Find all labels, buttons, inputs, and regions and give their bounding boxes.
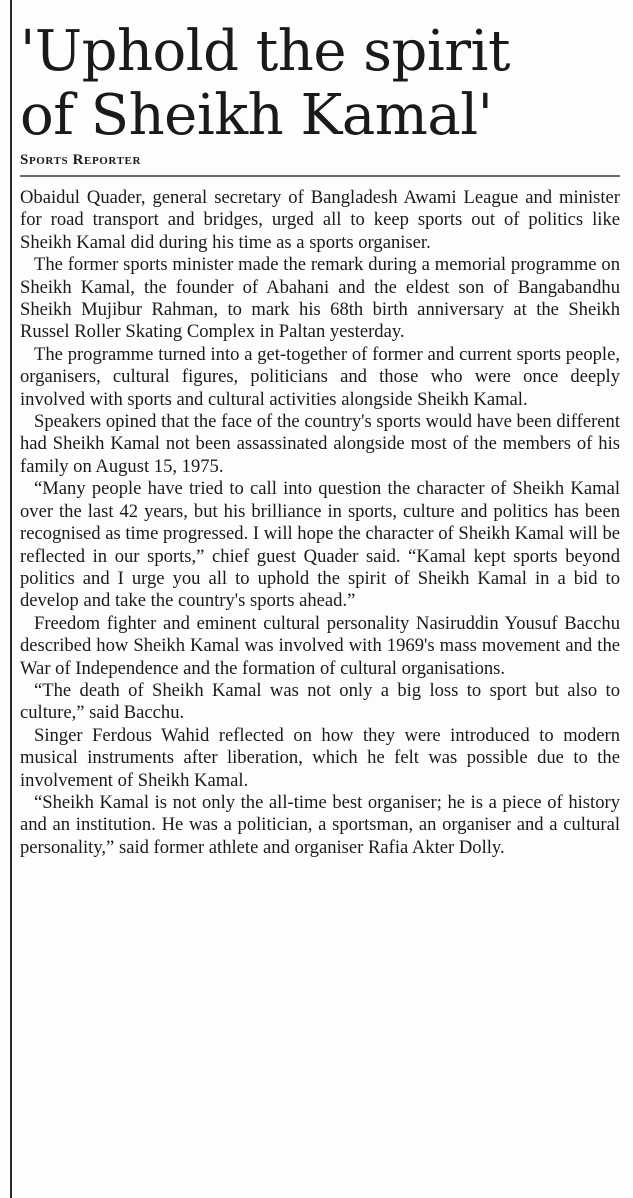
article: [20, 0, 620, 859]
article-body: [20, 187, 620, 859]
byline: Sports Reporter: [20, 152, 620, 177]
paragraph: Singer Ferdous Wahid reflected on how they were introduced to modern musical instruments after liberation, which he felt was possible due to the involvement of Sheikh Kamal.: [20, 724, 620, 791]
headline-line-1: 'Uphold the spirit: [20, 19, 510, 84]
paragraph: The former sports minister made the remark during a memorial programme on Sheikh Kamal, the founder of Abahani and the eldest son of Bangabandhu Sheikh Mujibur Rahman, to mark his 68th birth anniversary at the Sheikh Russel Roller Skating Complex in Paltan yesterday.: [20, 254, 620, 343]
paragraph: Speakers opined that the face of the country's sports would have been different had Sheikh Kamal not been assassinated alongside most of the members of his family on August 15, 1975.: [20, 411, 620, 477]
headline: [20, 0, 620, 148]
paragraph: Freedom fighter and eminent cultural personality Nasiruddin Yousuf Bacchu described how Sheikh Kamal was involved with 1969's mass movement and the War of Independence and the formation of cultural organisations.: [20, 612, 620, 679]
paragraph: Obaidul Quader, general secretary of Bangladesh Awami League and minister for road transport and bridges, urged all to keep sports out of politics like Sheikh Kamal did during his time as a sports organiser.: [20, 187, 620, 253]
column-rule: [10, 0, 12, 1198]
paragraph: “Many people have tried to call into question the character of Sheikh Kamal over the last 42 years, but his brilliance in sports, culture and politics has been recognised as time progressed. I will hope the character of Sheikh Kamal will be reflected in our sports,” chief guest Quader said. “Kamal kept sports beyond politics and I urge you all to uphold the spirit of Sheikh Kamal in a bid to develop and take the country's sports ahead.”: [20, 478, 620, 612]
paragraph: The programme turned into a get-together of former and current sports people, organisers, cultural figures, politicians and those who were once deeply involved with sports and cultural activities alongside Sheikh Kamal.: [20, 343, 620, 410]
paragraph: “Sheikh Kamal is not only the all-time best organiser; he is a piece of history and an institution. He was a politician, a sportsman, an organiser and a cultural personality,” said former athlete and organiser Rafia Akter Dolly.: [20, 791, 620, 858]
paragraph: “The death of Sheikh Kamal was not only a big loss to sport but also to culture,” said Bacchu.: [20, 679, 620, 724]
headline-line-2: of Sheikh Kamal': [20, 83, 493, 148]
